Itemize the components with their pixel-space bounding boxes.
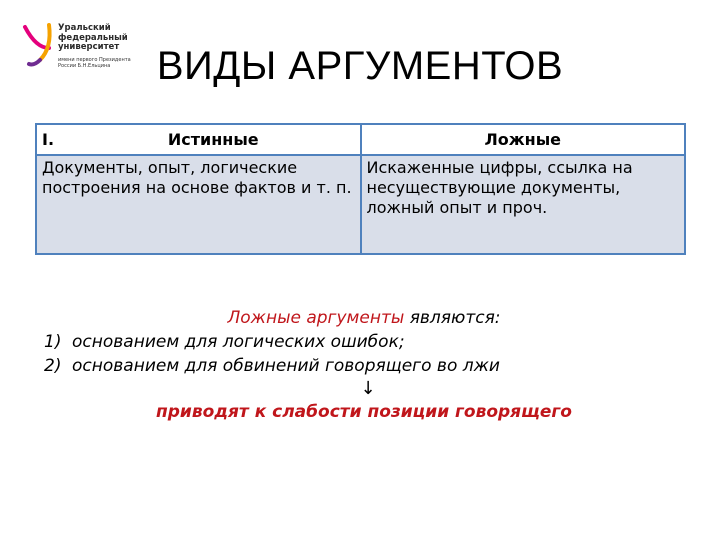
header-false: Ложные xyxy=(361,124,686,155)
table-header-row xyxy=(36,124,685,155)
header-true-label: Истинные xyxy=(167,130,259,149)
logo-org-name: Уральский федеральный университет xyxy=(58,23,128,53)
list-item: 1) основанием для логических ошибок; xyxy=(44,332,405,352)
notes-block xyxy=(44,306,684,424)
list-item: 2) основанием для обвинений говорящего во лжи xyxy=(44,356,500,376)
cell-true-arguments: Документы, опыт, логические построения на основе фактов и т. п. xyxy=(36,155,361,254)
arguments-table xyxy=(35,123,686,255)
logo-subtitle: имени первого Президента России Б.Н.Ельцина xyxy=(58,57,131,69)
header-number: I. xyxy=(42,130,55,149)
header-true xyxy=(36,124,361,155)
notes-lead xyxy=(44,306,684,330)
page-title: ВИДЫ АРГУМЕНТОВ xyxy=(156,44,564,88)
notes-conclusion: приводят к слабости позиции говорящего xyxy=(156,402,572,422)
down-arrow-icon: ↓ xyxy=(360,378,376,399)
table-row xyxy=(36,155,685,254)
notes-lead-rest: являются: xyxy=(409,308,501,328)
cell-false-arguments: Искаженные цифры, ссылка на несуществующие документы, ложный опыт и проч. xyxy=(361,155,686,254)
notes-lead-highlight: Ложные аргументы xyxy=(227,308,405,328)
notes-list xyxy=(44,330,684,378)
